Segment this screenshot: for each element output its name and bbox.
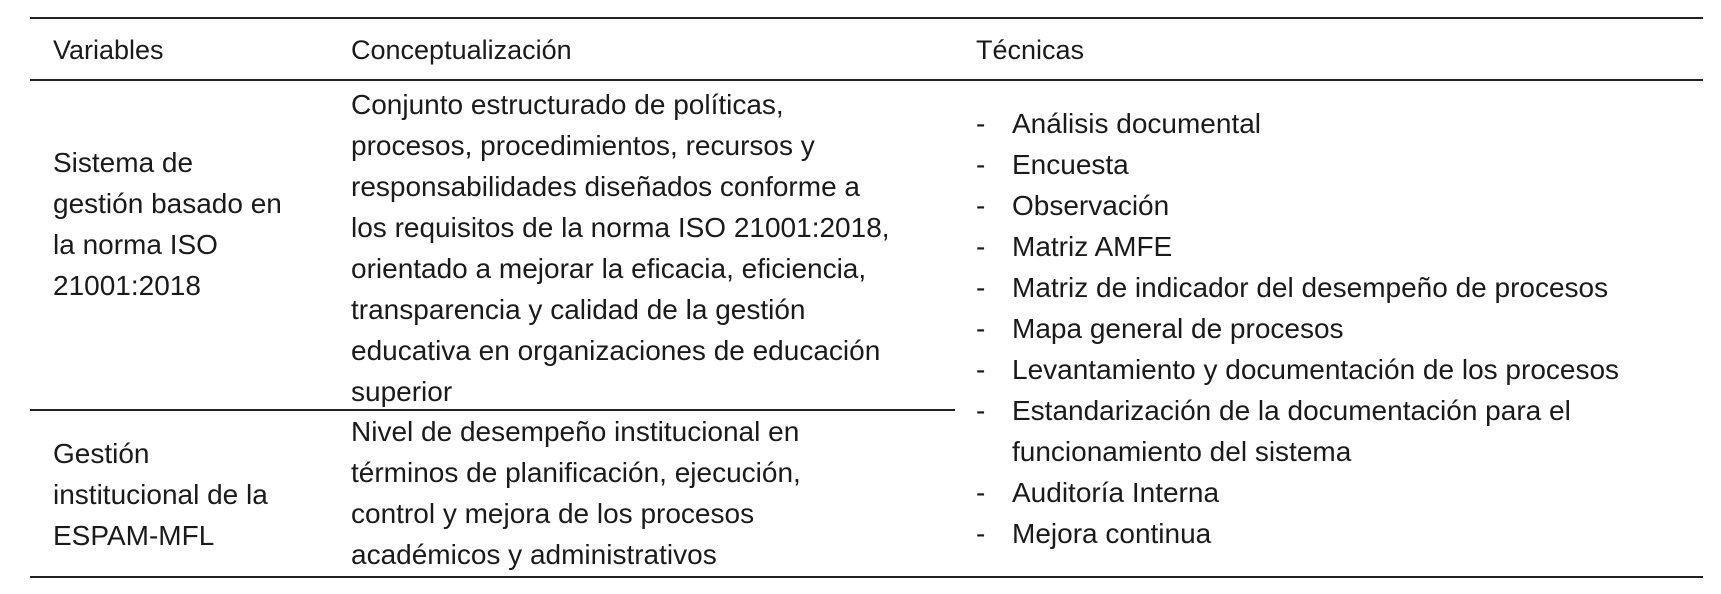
variable-line: la norma ISO bbox=[53, 229, 218, 260]
dash-marker: - bbox=[976, 190, 986, 221]
concept-line: responsabilidades diseñados conforme a bbox=[351, 171, 860, 202]
bottom-rule bbox=[30, 576, 1703, 578]
technique-text: Análisis documental bbox=[1012, 108, 1262, 139]
technique-text: Encuesta bbox=[1012, 149, 1129, 180]
technique-text: Matriz AMFE bbox=[1012, 231, 1173, 262]
concept-line: Nivel de desempeño institucional en bbox=[351, 416, 800, 447]
technique-text: Auditoría Interna bbox=[1012, 477, 1220, 508]
concept-line: superior bbox=[351, 376, 453, 407]
technique-text: Matriz de indicador del desempeño de procesos bbox=[1012, 272, 1609, 303]
technique-item bbox=[976, 472, 1619, 513]
technique-item bbox=[976, 308, 1619, 349]
technique-text: Levantamiento y documentación de los procesos bbox=[1012, 354, 1620, 385]
concept-line: transparencia y calidad de la gestión bbox=[351, 294, 806, 325]
technique-item bbox=[976, 103, 1619, 144]
header-conceptualization: Conceptualización bbox=[351, 35, 572, 65]
technique-text: Observación bbox=[1012, 190, 1170, 221]
technique-text: Mejora continua bbox=[1012, 518, 1212, 549]
technique-item bbox=[976, 513, 1619, 554]
concept-line: control y mejora de los procesos bbox=[351, 498, 755, 529]
row2-concept bbox=[351, 411, 801, 575]
techniques-list bbox=[976, 103, 1619, 554]
variable-line: institucional de la bbox=[53, 479, 268, 510]
concept-line: procesos, procedimientos, recursos y bbox=[351, 130, 815, 161]
dash-marker: - bbox=[976, 477, 986, 508]
row1-variable bbox=[53, 142, 282, 306]
variable-line: 21001:2018 bbox=[53, 270, 201, 301]
technique-item bbox=[976, 349, 1619, 390]
technique-text: Estandarización de la documentación para el bbox=[1012, 395, 1571, 426]
concept-line: términos de planificación, ejecución, bbox=[351, 457, 801, 488]
variable-line: Gestión bbox=[53, 438, 150, 469]
concept-line: académicos y administrativos bbox=[351, 539, 717, 570]
dash-marker: - bbox=[976, 149, 986, 180]
technique-text: Mapa general de procesos bbox=[1012, 313, 1344, 344]
technique-item bbox=[976, 226, 1619, 267]
dash-marker: - bbox=[976, 518, 986, 549]
technique-item bbox=[976, 185, 1619, 226]
dash-marker: - bbox=[976, 313, 986, 344]
concept-line: Conjunto estructurado de políticas, bbox=[351, 89, 784, 120]
row2-variable bbox=[53, 433, 268, 556]
concept-line: orientado a mejorar la eficacia, eficiencia, bbox=[351, 253, 867, 284]
variable-line: ESPAM-MFL bbox=[53, 520, 215, 551]
dash-marker: - bbox=[976, 354, 986, 385]
technique-item bbox=[976, 267, 1619, 308]
technique-text: funcionamiento del sistema bbox=[1012, 436, 1352, 467]
row1-concept bbox=[351, 84, 890, 412]
header-rule bbox=[30, 79, 1703, 81]
dash-marker: - bbox=[976, 231, 986, 262]
dash-marker: - bbox=[976, 272, 986, 303]
technique-item bbox=[976, 390, 1619, 472]
dash-marker: - bbox=[976, 108, 986, 139]
variable-line: gestión basado en bbox=[53, 188, 282, 219]
header-techniques: Técnicas bbox=[976, 35, 1085, 65]
concept-line: los requisitos de la norma ISO 21001:2018, bbox=[351, 212, 890, 243]
variable-line: Sistema de bbox=[53, 147, 194, 178]
dash-marker: - bbox=[976, 395, 986, 426]
header-variables: Variables bbox=[53, 35, 164, 65]
top-rule bbox=[30, 17, 1703, 19]
concept-line: educativa en organizaciones de educación bbox=[351, 335, 881, 366]
technique-item bbox=[976, 144, 1619, 185]
